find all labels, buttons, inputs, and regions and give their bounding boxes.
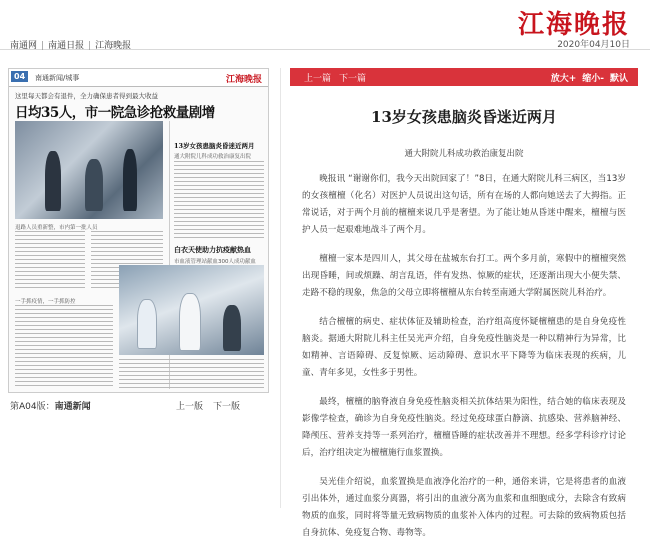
site-logo[interactable]: 江海晚报 [517, 10, 630, 40]
article-toolbar [290, 68, 638, 86]
thumbnail-text-block [174, 161, 264, 239]
thumbnail-headline[interactable]: 日均35人，市一院急诊抢救量剧增 [15, 105, 215, 121]
prev-page-link[interactable]: 上一版 [176, 402, 204, 412]
thumbnail-photo-blood-donation[interactable] [119, 265, 264, 355]
article-paragraph: 吴光佳介绍说，血浆置换是血液净化治疗的一种，通俗来讲，它是将患者的血液引出体外，通过血浆分离器，将引出的血液分离为血浆和血细胞成分，去除含有致病物质的血浆，同时将等量无致病物质的血浆补入体内的过程。可去除的致病物质包括自身抗体、免疫复合物、毒物等。 [302, 477, 626, 538]
article-paragraph: 结合檀檀的病史、症状体征及辅助检查，治疗组高度怀疑檀檀患的是自身免疫性脑炎。据通大附院儿科主任吴光声介绍，自身免疫性脑炎是一种以精神行为异常，比如精神、言语障碍、反复惊厥、运动障碍、意识水平下降等为临床表现的疾病，儿童、青年多见，女性多于男性。 [302, 317, 626, 378]
nav-separator: | [41, 41, 45, 51]
thumbnail-story-subtitle-blood: 市血液管理站献血300人成功献血 [174, 259, 256, 265]
page-navigation [176, 399, 250, 412]
article-panel [290, 68, 638, 542]
article-title: 13岁女孩患脑炎昏迷近两月 [371, 108, 557, 126]
prev-article-link[interactable]: 上一篇 [304, 74, 332, 84]
thumbnail-story-subtitle: 通大附院儿科成功救治康复出院 [174, 154, 252, 160]
thumbnail-masthead [9, 69, 268, 87]
site-header [0, 0, 650, 50]
photo-figure [137, 299, 157, 349]
thumbnail-section: 南通新闻/城事 [35, 74, 80, 82]
nav-link-nantong-daily[interactable]: 南通日报 [48, 41, 85, 51]
issue-date: 2020年04月10日 [557, 40, 630, 50]
photo-figure [179, 293, 201, 351]
article-subtitle: 通大附院儿科成功救治康复出院 [404, 149, 524, 159]
article-paragraph: 檀檀一家本是四川人，其父母在盐城东台打工。两个多月前，寒假中的檀檀突然出现昏睡，间或烦躁、胡言乱语，伴有发热、惊厥的症状，还逐渐出现大小便失禁、走路不稳的现象，焦急的父母立即将檀檀从东台转至南通大学附属医院儿科治疗。 [302, 254, 626, 298]
zoom-in-button[interactable]: 放大+ [550, 74, 577, 84]
photo-figure [45, 151, 61, 211]
thumbnail-subhead: 这里每天都会有退件，全力确保患者得到最大收益 [15, 92, 158, 100]
default-size-button[interactable]: 默认 [609, 74, 628, 84]
next-article-link[interactable]: 下一篇 [339, 74, 367, 84]
thumbnail-text-block [15, 305, 113, 389]
thumbnail-page-number: 04 [11, 71, 28, 82]
top-navigation [10, 38, 131, 51]
page-section-name: 南通新闻 [54, 402, 91, 412]
page-thumbnail-panel [8, 68, 273, 413]
thumbnail-story-title[interactable]: 13岁女孩患脑炎昏迷近两月 [174, 142, 255, 150]
next-page-link[interactable]: 下一版 [213, 402, 241, 412]
zoom-out-button[interactable]: 缩小- [582, 74, 604, 84]
thumbnail-story-title-blood[interactable]: 白衣天使助力抗疫献热血 [174, 245, 251, 254]
newspaper-page-thumbnail[interactable] [8, 68, 269, 393]
thumbnail-caption: 退路人员重新整，市内第一批人员 [15, 225, 98, 231]
nav-link-jianghai-evening[interactable]: 江海晚报 [95, 41, 132, 51]
thumbnail-photo-emergency[interactable] [15, 121, 163, 219]
thumbnail-text-block [119, 359, 264, 389]
font-size-controls [545, 71, 628, 84]
article-navigation [304, 71, 374, 84]
nav-link-nantong-net[interactable]: 南通网 [10, 41, 38, 51]
page-footer [8, 399, 273, 413]
article-paragraph: 最终，檀檀的脑脊液自身免疫性脑炎相关抗体结果为阳性，结合她的临床表现及影像学检查，确诊为自身免疫性脑炎。经过免疫球蛋白静滴、抗感染、营养脑神经、降颅压、营养支持等一系列治疗，檀檀昏睡的症状改善并不理想。经多学科诊疗讨论后，治疗组决定为檀檀施行血浆置换。 [302, 397, 626, 458]
photo-figure [85, 159, 103, 211]
photo-figure [123, 149, 137, 211]
thumbnail-text-block [15, 231, 85, 291]
nav-separator: | [88, 41, 92, 51]
page-label-prefix: 第A04版： [10, 402, 55, 412]
column-divider [280, 68, 281, 508]
photo-figure [223, 305, 241, 351]
thumbnail-logo: 江海晚报 [225, 75, 262, 85]
thumbnail-caption: 一手抓疫情，一手抓防控 [15, 299, 76, 305]
page-label [10, 399, 91, 412]
article-paragraph: 晚报讯 “谢谢你们，我今天出院回家了！”8日，在通大附院儿科三病区，当13岁的女孩檀檀（化名）对医护人员说出这句话，所有在场的人都向她送去了大拇指。正常说话，对于两个月前的檀檀来说几乎是奢望。为了能让她从昏迷中醒来，檀檀与医护人员一起艰难地战斗了两个月。 [302, 174, 626, 235]
